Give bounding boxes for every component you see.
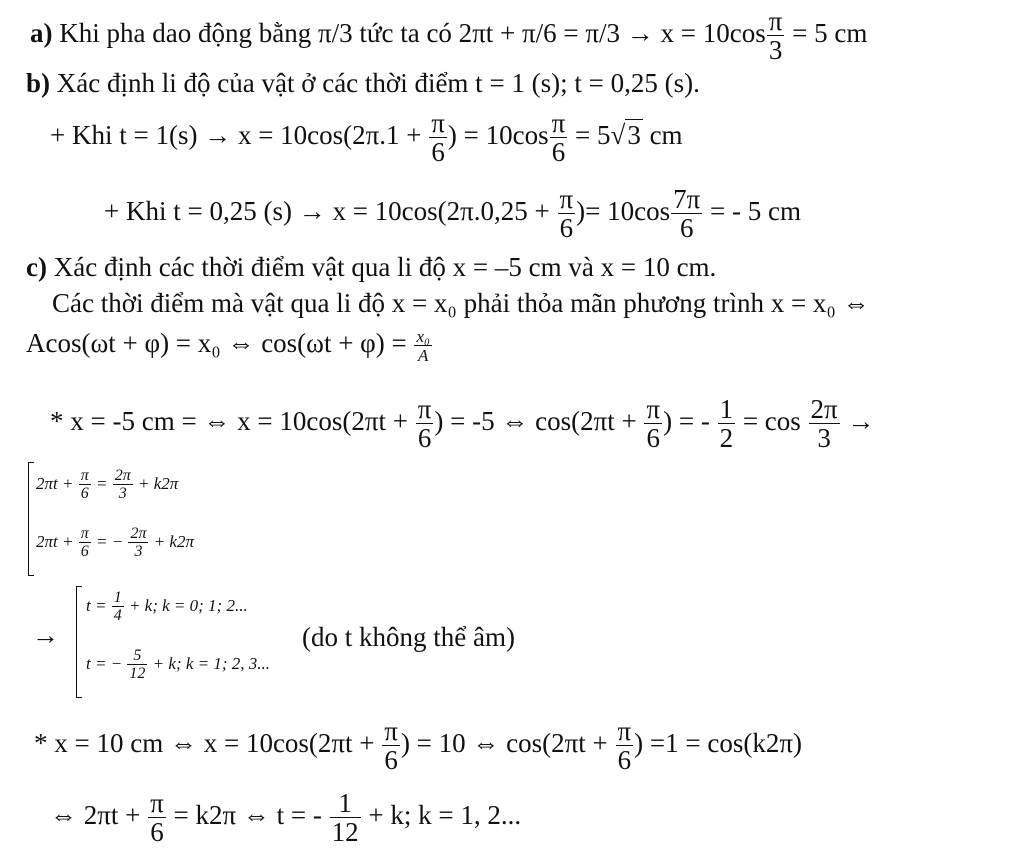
sqrt-sign: √ (610, 120, 626, 151)
system1-row1: 2πt + $\frac{\pi}{6}$ = $\frac{2\pi}{3}$ + k2π (36, 467, 179, 502)
fraction: $\frac{2\pi}{3}$ (114, 467, 131, 502)
fraction: $\frac{\text{x₀}}{A}$ (416, 327, 430, 365)
label-a: a) (30, 18, 53, 49)
fraction: $\frac{5}{12}$ (129, 647, 146, 682)
label-b: b) (26, 68, 51, 98)
fraction: $\frac{\pi}{6}$ (617, 716, 632, 775)
fraction: $\frac{\pi}{6}$ (559, 184, 574, 243)
system-bracket (76, 586, 82, 698)
arrow-icon: → (32, 620, 59, 650)
fraction: $\frac{\pi}{6}$ (80, 467, 89, 502)
fraction: $\frac{2\pi}{3}$ (810, 394, 838, 453)
fraction: $\frac{1}{4}$ (113, 589, 122, 624)
line-c-s1: * x = -5 cm = ⇔ x = 10cos(2πt + $\frac{\pi}{6}$ ) = -5 ⇔ cos(2πt + $\frac{\pi}{6}$ ) = - $\frac{1}{2}$ = cos $\frac{2\pi}{3}$ → (50, 394, 875, 453)
line-b2: + Khi t = 0,25 (s) → x = 10cos(2π.0,25 + $\frac{\pi}{6}$ )= 10cos $\frac{7\pi}{6}$ = - 5 cm (104, 184, 801, 243)
fraction: $\frac{1}{2}$ (719, 394, 734, 453)
system2-row1: t = $\frac{1}{4}$ + k; k = 0; 1; 2... (86, 589, 248, 624)
fraction: $\frac{\pi}{6}$ (150, 788, 164, 847)
fraction: $\frac{\pi}{3}$ (768, 6, 783, 65)
fraction: $\frac{7\pi}{6}$ (673, 184, 701, 243)
label-c: c) (26, 252, 47, 282)
system-bracket (28, 462, 34, 576)
line-c-p2: Acos(ωt + φ) = x₀ ⇔ cos(ωt + φ) = $\frac{\text{x₀}}{A}$ (26, 327, 430, 365)
line-c-s2: * x = 10 cm ⇔ x = 10cos(2πt + $\frac{\pi}{6}$ ) = 10 ⇔ cos(2πt + $\frac{\pi}{6}$ ) =1 = cos(k2π) (34, 716, 802, 775)
fraction: $\frac{2\pi}{3}$ (130, 525, 147, 560)
fraction: $\frac{\pi}{6}$ (646, 394, 661, 453)
fraction: $\frac{\pi}{6}$ (80, 525, 89, 560)
fraction: $\frac{\pi}{6}$ (431, 108, 445, 167)
line-b1: + Khi t = 1(s) → x = 10cos(2π.1 + $\frac{\pi}{6}$ ) = 10cos $\frac{\pi}{6}$ = 5√3 cm (50, 108, 683, 167)
text-b: Xác định li độ của vật ở các thời điểm t = 1 (s); t = 0,25 (s). (50, 68, 700, 98)
system2-row2: t = − $\frac{5}{12}$ + k; k = 1; 2, 3... (86, 647, 271, 682)
system1-row2: 2πt + $\frac{\pi}{6}$ = − $\frac{2\pi}{3}$ + k2π (36, 525, 194, 560)
line-b (26, 70, 700, 97)
line-a: a) Khi pha dao động bằng π/3 tức ta có 2πt + π/6 = π/3 → x = 10cos $\frac{\pi}{3}$ = 5 cm (30, 6, 868, 65)
system2-note: (do t không thể âm) (302, 622, 515, 652)
fraction: $\frac{\pi}{6}$ (551, 108, 566, 167)
sqrt-value: 3 (627, 120, 641, 151)
line-c-s3: ⇔ 2πt + $\frac{\pi}{6}$ = k2π ⇔ t = - $\frac{1}{12}$ + k; k = 1, 2... (50, 788, 522, 847)
text-a: Khi pha dao động bằng π/3 tức ta có 2πt + π/6 = π/3 → x = 10cos (52, 18, 766, 49)
text-c: Xác định các thời điểm vật qua li độ x = –5 cm và x = 10 cm. (46, 252, 717, 282)
fraction: $\frac{\pi}{6}$ (384, 716, 398, 775)
line-c-p1: Các thời điểm mà vật qua li độ x = x₀ phải thỏa mãn phương trình x = x₀ ⇔ (52, 288, 870, 318)
fraction: $\frac{1}{12}$ (331, 788, 359, 847)
fraction: $\frac{\pi}{6}$ (417, 394, 432, 453)
line-c (26, 254, 716, 281)
